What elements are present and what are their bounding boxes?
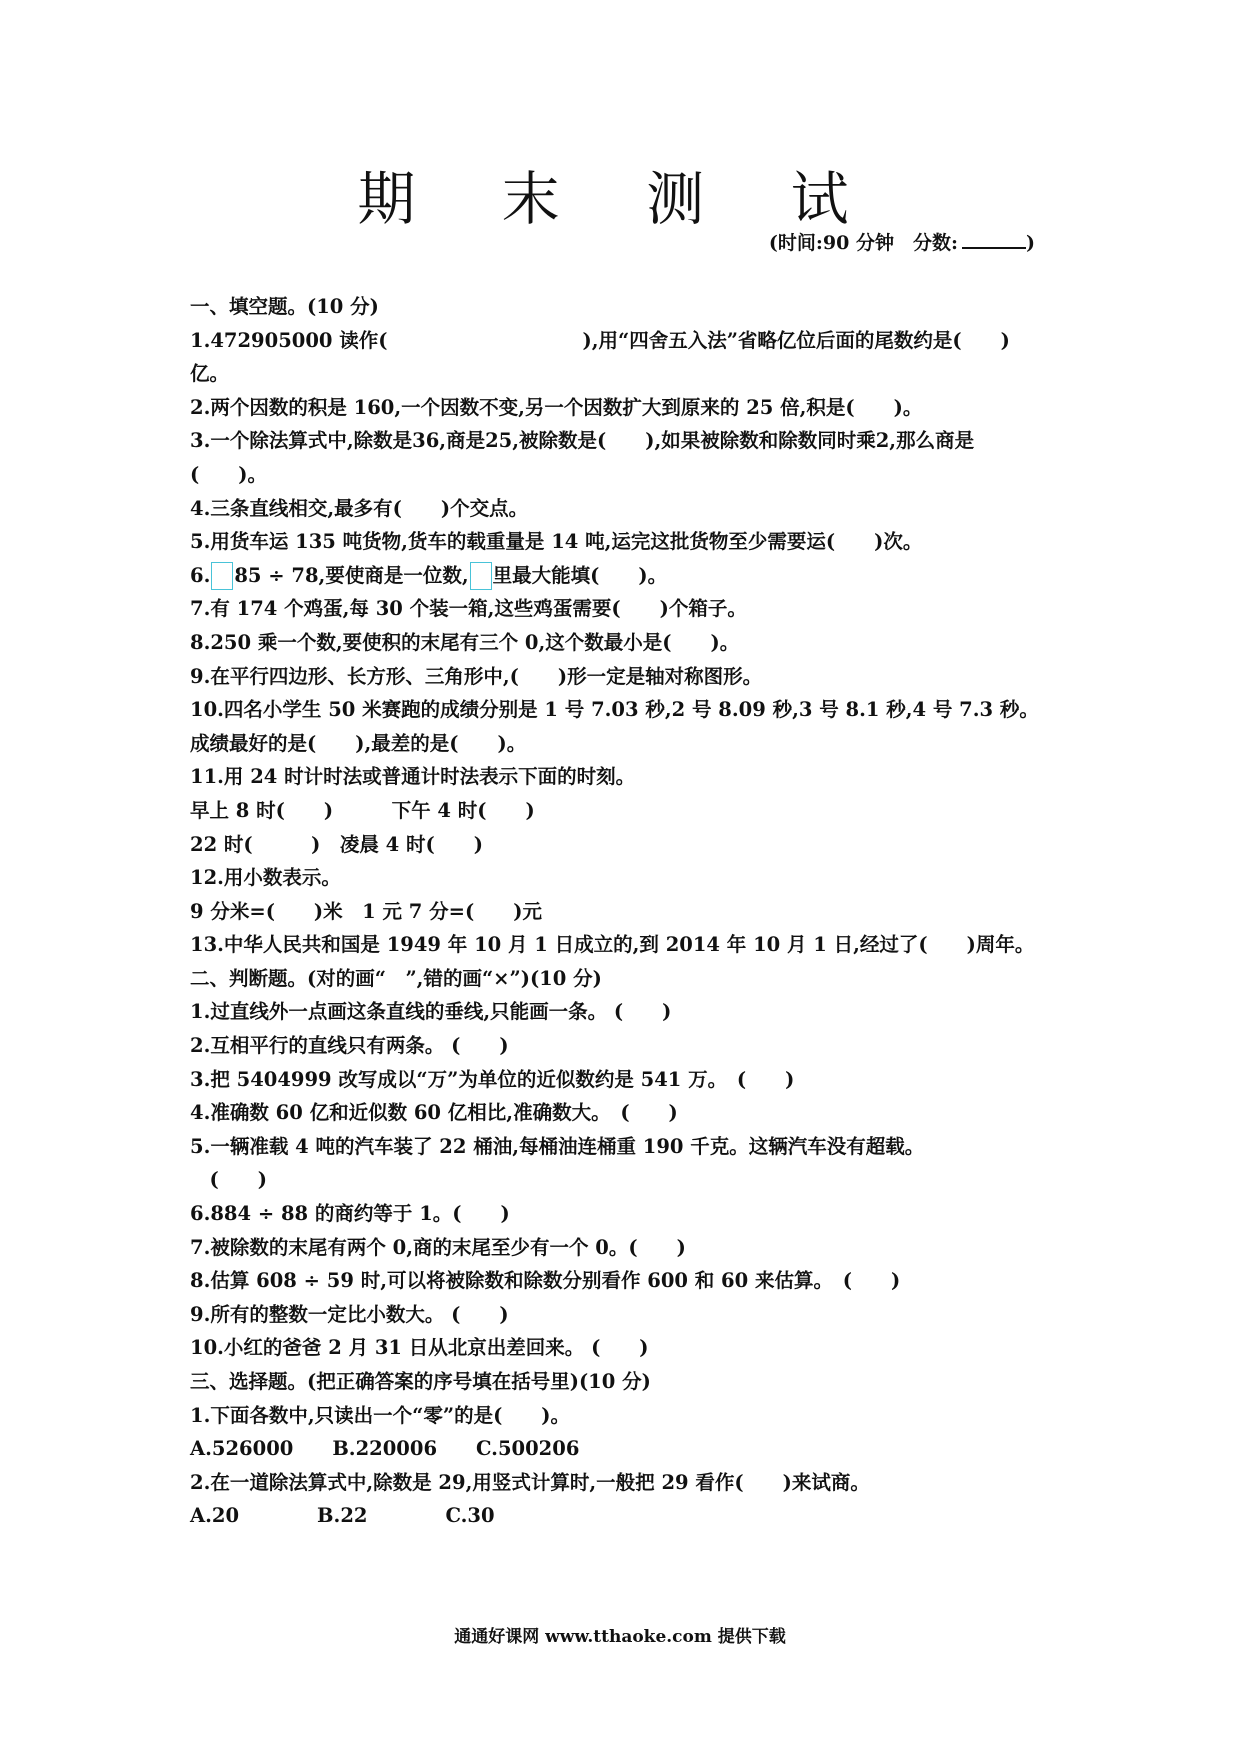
question-line: 10.四名小学生 50 米赛跑的成绩分别是 1 号 7.03 秒,2 号 8.09 秒,3 号 8.1 秒,4 号 7.3 秒。 bbox=[190, 698, 1039, 722]
exam-meta bbox=[769, 228, 1035, 255]
question-line: 7.被除数的末尾有两个 0,商的末尾至少有一个 0。( ) bbox=[190, 1235, 686, 1259]
question-line: 亿。 bbox=[190, 362, 230, 386]
question-line: 成绩最好的是( ),最差的是( )。 bbox=[190, 731, 527, 755]
question-line: 12.用小数表示。 bbox=[190, 866, 341, 890]
score-blank[interactable] bbox=[962, 229, 1026, 249]
question-line: A.526000 B.220006 C.500206 bbox=[190, 1437, 580, 1461]
question-list bbox=[190, 290, 1070, 1533]
question-line: 早上 8 时( ) 下午 4 时( ) bbox=[190, 798, 535, 822]
question-line: 5.一辆准载 4 吨的汽车装了 22 桶油,每桶油连桶重 190 千克。这辆汽车没有超载。 bbox=[190, 1134, 925, 1158]
question-line: 4.准确数 60 亿和近似数 60 亿相比,准确数大。 ( ) bbox=[190, 1101, 678, 1125]
question-line: 三、选择题。(把正确答案的序号填在括号里)(10 分) bbox=[190, 1370, 651, 1393]
question-line: 2.两个因数的积是 160,一个因数不变,另一个因数扩大到原来的 25 倍,积是( )。 bbox=[190, 395, 923, 419]
question-line: 2.互相平行的直线只有两条。 ( ) bbox=[190, 1034, 509, 1058]
question-line-q6 bbox=[190, 559, 1070, 593]
question-line: 22 时( ) 凌晨 4 时( ) bbox=[190, 832, 483, 856]
page-title: 期 末 测 试 bbox=[357, 165, 883, 233]
question-line: 1.过直线外一点画这条直线的垂线,只能画一条。 ( ) bbox=[190, 1000, 672, 1024]
q6-suffix: 里最大能填( )。 bbox=[492, 563, 668, 587]
question-line: 13.中华人民共和国是 1949 年 10 月 1 日成立的,到 2014 年 10 月 1 日,经过了( )周年。 bbox=[190, 933, 1035, 957]
question-line: 2.在一道除法算式中,除数是 29,用竖式计算时,一般把 29 看作( )来试商。 bbox=[190, 1470, 870, 1494]
question-line: 3.把 5404999 改写成以“万”为单位的近似数约是 541 万。 ( ) bbox=[190, 1067, 795, 1091]
question-line: 9.所有的整数一定比小数大。 ( ) bbox=[190, 1302, 509, 1326]
meta-close: ) bbox=[1026, 232, 1035, 254]
question-line: ( )。 bbox=[190, 462, 267, 486]
digit-box[interactable] bbox=[470, 562, 492, 590]
question-line: 11.用 24 时计时法或普通计时法表示下面的时刻。 bbox=[190, 765, 636, 789]
question-line: 一、填空题。(10 分) bbox=[190, 295, 379, 318]
question-line: 8.250 乘一个数,要使积的末尾有三个 0,这个数最小是( )。 bbox=[190, 630, 740, 654]
question-line: 5.用货车运 135 吨货物,货车的载重量是 14 吨,运完这批货物至少需要运( )次。 bbox=[190, 530, 923, 554]
question-line: 9.在平行四边形、长方形、三角形中,( )形一定是轴对称图形。 bbox=[190, 664, 763, 688]
question-line: 1.下面各数中,只读出一个“零”的是( )。 bbox=[190, 1403, 571, 1427]
question-line: 10.小红的爸爸 2 月 31 日从北京出差回来。 ( ) bbox=[190, 1336, 649, 1360]
question-line: 3.一个除法算式中,除数是36,商是25,被除数是( ),如果被除数和除数同时乘2,那么商是 bbox=[190, 429, 975, 453]
q6-middle: 85 ÷ 78,要使商是一位数, bbox=[234, 563, 469, 587]
question-line: ( ) bbox=[190, 1168, 267, 1192]
question-line: A.20 B.22 C.30 bbox=[190, 1504, 495, 1528]
meta-time-score: (时间:90 分钟 分数: bbox=[768, 232, 958, 254]
footer-text: 通通好课网 www.tthaoke.com 提供下载 bbox=[454, 1627, 786, 1647]
question-line: 4.三条直线相交,最多有( )个交点。 bbox=[190, 496, 529, 520]
question-line: 9 分米=( )米 1 元 7 分=( )元 bbox=[190, 899, 542, 923]
question-line: 7.有 174 个鸡蛋,每 30 个装一箱,这些鸡蛋需要( )个箱子。 bbox=[190, 597, 747, 621]
question-line: 8.估算 608 ÷ 59 时,可以将被除数和除数分别看作 600 和 60 来估算。 ( ) bbox=[190, 1269, 901, 1293]
question-line: 6.884 ÷ 88 的商约等于 1。( ) bbox=[190, 1202, 510, 1226]
question-line: 1.472905000 读作( ),用“四舍五入法”省略亿位后面的尾数约是( ) bbox=[190, 328, 1010, 352]
digit-box[interactable] bbox=[211, 562, 233, 590]
q6-prefix: 6. bbox=[190, 563, 211, 587]
question-line: 二、判断题。(对的画“ ”,错的画“×”)(10 分) bbox=[190, 966, 602, 990]
